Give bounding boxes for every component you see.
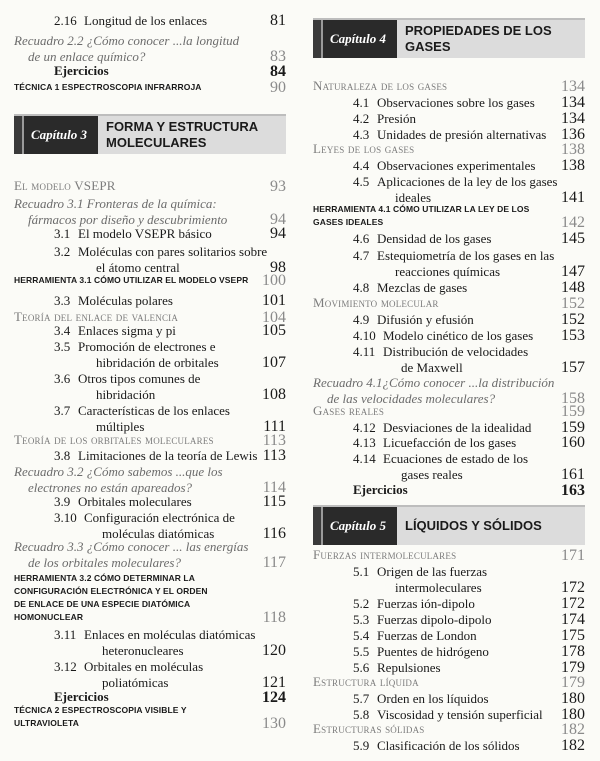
entry-title-cont[interactable]: de Maxwell (401, 360, 463, 375)
page-number[interactable]: 178 (561, 643, 585, 660)
entry-title[interactable]: Limitaciones de la teoría de Lewis (78, 448, 258, 463)
tool-heading-line[interactable]: DE ENLACE DE UNA ESPECIE DIATÓMICA (14, 599, 191, 609)
entry-title-cont[interactable]: reacciones químicas (395, 264, 501, 279)
entry-title-cont[interactable]: el átomo central (96, 260, 180, 275)
entry-title[interactable]: Unidades de presión alternativas (377, 127, 547, 142)
exercises-link[interactable]: Ejercicios (54, 63, 109, 78)
chapter-title-line: LÍQUIDOS Y SÓLIDOS (405, 518, 542, 533)
page-number[interactable]: 142 (561, 214, 585, 231)
recuadro-line[interactable]: de los orbitales moleculares? (28, 555, 181, 570)
entry-title[interactable]: Enlaces en moléculas diatómicas (84, 627, 256, 642)
entry-number: 4.13 (353, 435, 376, 450)
entry-title[interactable]: Fuerzas de London (377, 628, 477, 643)
recuadro-line[interactable]: Recuadro 3.2 ¿Cómo sabemos ...que los (14, 464, 223, 479)
page-number[interactable]: 180 (561, 690, 585, 707)
page-number[interactable]: 182 (561, 721, 585, 738)
page-number[interactable]: 171 (561, 547, 585, 564)
section-heading[interactable]: Movimiento molecular (313, 295, 439, 310)
chapter-title (405, 518, 542, 534)
tool-heading-line[interactable]: HERRAMIENTA 3.2 CÓMO DETERMINAR LA (14, 573, 195, 583)
page-number[interactable]: 145 (561, 230, 585, 247)
page-number[interactable]: 138 (561, 157, 585, 174)
recuadro-line[interactable]: Recuadro 3.3 ¿Cómo conocer ... las energías (14, 539, 249, 554)
page-number[interactable]: 94 (270, 225, 286, 242)
page-number[interactable]: 147 (561, 263, 585, 280)
entry-title-cont[interactable]: moléculas diatómicas (102, 526, 215, 541)
page-number[interactable]: 174 (561, 611, 585, 628)
exercises-link[interactable]: Ejercicios (353, 482, 408, 497)
entry-number: 3.3 (54, 293, 71, 308)
page-number[interactable]: 152 (561, 295, 585, 312)
entry-title[interactable]: Aplicaciones de la ley de los gases (377, 174, 558, 189)
entry-number: 4.5 (353, 174, 370, 189)
entry-number: 3.11 (54, 627, 77, 642)
entry-number: 3.10 (54, 510, 77, 525)
entry-title[interactable]: Origen de las fuerzas (377, 564, 488, 579)
entry-title-cont[interactable]: ideales (395, 190, 432, 205)
tool-heading-line[interactable]: TÉCNICA 1 ESPECTROSCOPIA INFRARROJA (14, 82, 202, 92)
page-number[interactable]: 113 (262, 447, 286, 464)
entry-number: 5.9 (353, 738, 370, 753)
entry-title-cont[interactable]: heteronucleares (102, 643, 184, 658)
recuadro-line[interactable]: de un enlace químico? (28, 49, 146, 64)
page-number[interactable]: 134 (561, 78, 585, 95)
section-heading[interactable]: Teoría de los orbitales moleculares (14, 432, 214, 447)
chapter-title-line: GASES (405, 39, 451, 54)
entry-number: 3.5 (54, 339, 71, 354)
recuadro-line[interactable]: Recuadro 3.1 Fronteras de la química: (14, 196, 217, 211)
page-number[interactable]: 101 (262, 292, 286, 309)
entry-number: 3.8 (54, 448, 71, 463)
entry-title[interactable]: Enlaces sigma y pi (78, 323, 176, 338)
entry-title[interactable]: Promoción de electrones e (78, 339, 216, 354)
page-number[interactable]: 163 (561, 482, 585, 499)
entry-title[interactable]: Viscosidad y tensión superficial (377, 707, 543, 722)
entry-title[interactable]: Orden en los líquidos (377, 691, 489, 706)
entry-title[interactable]: Clasificación de los sólidos (377, 738, 520, 753)
entry-number: 4.1 (353, 95, 370, 110)
entry-number: 5.1 (353, 564, 370, 579)
entry-title[interactable]: Fuerzas ión-dipolo (377, 596, 475, 611)
page-number[interactable]: 114 (262, 479, 286, 496)
page-number[interactable]: 180 (561, 706, 585, 723)
entry-title-cont[interactable]: múltiples (96, 419, 145, 434)
entry-number: 4.3 (353, 127, 370, 142)
page-number[interactable]: 160 (561, 434, 585, 451)
entry-number: 4.9 (353, 312, 370, 327)
entry-number: 3.9 (54, 494, 71, 509)
tool-heading-line[interactable]: HERRAMIENTA 3.1 CÓMO UTILIZAR EL MODELO VSEPR (14, 275, 249, 285)
chapter-title-line: PROPIEDADES DE LOS (405, 23, 552, 38)
section-heading[interactable]: Estructura líquida (313, 674, 419, 689)
entry-title[interactable]: Configuración electrónica de (84, 510, 235, 525)
entry-number: 4.11 (353, 344, 376, 359)
page-number[interactable]: 172 (561, 595, 585, 612)
entry-title-cont[interactable]: hibridación de orbitales (96, 355, 219, 370)
chapter-3-header[interactable] (14, 114, 286, 154)
entry-number: 4.14 (353, 451, 376, 466)
entry-number: 4.8 (353, 280, 370, 295)
page-number[interactable]: 111 (263, 418, 286, 435)
entry-title[interactable]: Distribución de velocidades (383, 344, 529, 359)
recuadro-line[interactable]: electrones no están apareados? (28, 480, 193, 495)
chapter-tab: Capítulo 4 (313, 20, 397, 58)
page-number[interactable]: 148 (561, 279, 585, 296)
page-number[interactable]: 175 (561, 627, 585, 644)
entry-title[interactable]: Licuefacción de los gases (383, 435, 517, 450)
entry-number: 5.7 (353, 691, 370, 706)
entry-title[interactable]: Densidad de los gases (377, 231, 492, 246)
page-number[interactable]: 179 (561, 674, 585, 691)
entry-title[interactable]: Repulsiones (377, 660, 441, 675)
entry-number: 5.5 (353, 644, 370, 659)
section-heading[interactable]: Teoría del enlace de valencia (14, 309, 179, 324)
page-number[interactable]: 84 (270, 63, 286, 80)
page-number[interactable]: 152 (561, 311, 585, 328)
entry-title[interactable]: Estequiometría de los gases en las (377, 248, 555, 263)
entry-title-cont[interactable]: poliatómicas (102, 675, 169, 690)
entry-number: 4.2 (353, 111, 370, 126)
entry-title[interactable]: Moléculas con pares solitarios sobre (78, 244, 268, 259)
entry-number: 4.4 (353, 158, 370, 173)
page-number[interactable]: 130 (262, 715, 286, 732)
page-number[interactable]: 138 (561, 141, 585, 158)
entry-title[interactable]: El modelo VSEPR básico (78, 226, 212, 241)
entry-number: 3.2 (54, 244, 71, 259)
recuadro-line[interactable]: de las velocidades moleculares? (327, 391, 496, 406)
page-number[interactable]: 182 (561, 737, 585, 754)
page-number[interactable]: 141 (561, 189, 585, 206)
entry-number: 3.1 (54, 226, 71, 241)
entry-number: 5.3 (353, 612, 370, 627)
entry-title[interactable]: Puentes de hidrógeno (377, 644, 489, 659)
chapter-title-line: MOLECULARES (106, 135, 207, 150)
entry-title[interactable]: Otros tipos comunes de (78, 371, 201, 386)
chapter-title (106, 119, 258, 151)
section-heading[interactable]: Fuerzas intermoleculares (313, 547, 457, 562)
entry-title-cont[interactable]: intermoleculares (395, 580, 482, 595)
entry-number: 5.2 (353, 596, 370, 611)
entry-number: 4.10 (353, 328, 376, 343)
page-number[interactable]: 113 (262, 432, 286, 449)
entry-title[interactable]: Modelo cinético de los gases (383, 328, 534, 343)
section-heading[interactable]: Naturaleza de los gases (313, 78, 448, 93)
page-number[interactable]: 124 (262, 689, 286, 706)
entry-title[interactable]: Difusión y efusión (377, 312, 474, 327)
page-number[interactable]: 115 (262, 493, 286, 510)
entry-number: 5.8 (353, 707, 370, 722)
page-number[interactable]: 134 (561, 110, 585, 127)
section-heading[interactable]: El modelo VSEPR (14, 178, 116, 193)
entry-title[interactable]: Longitud de los enlaces (84, 13, 208, 28)
tool-heading-line[interactable]: GASES IDEALES (313, 217, 384, 227)
page-number[interactable]: 94 (270, 211, 286, 228)
entry-title[interactable]: Mezclas de gases (377, 280, 468, 295)
entry-number: 3.12 (54, 659, 77, 674)
chapter-title-line: FORMA Y ESTRUCTURA (106, 119, 259, 134)
exercises-link[interactable]: Ejercicios (54, 689, 109, 704)
chapter-tab: Capítulo 5 (313, 507, 397, 545)
entry-number: 5.4 (353, 628, 370, 643)
entry-title[interactable]: Características de los enlaces (78, 403, 230, 418)
page-number[interactable]: 105 (262, 322, 286, 339)
section-heading[interactable]: Leyes de los gases (313, 141, 415, 156)
page-number[interactable]: 81 (270, 12, 286, 29)
page-number[interactable]: 159 (561, 419, 585, 436)
entry-title[interactable]: Fuerzas dipolo-dipolo (377, 612, 492, 627)
page-number[interactable]: 158 (561, 390, 585, 407)
page-number[interactable]: 107 (262, 354, 286, 371)
entry-title[interactable]: Orbitales en moléculas (84, 659, 204, 674)
page-number[interactable]: 121 (262, 674, 286, 691)
page-number[interactable]: 159 (561, 403, 585, 420)
page-number[interactable]: 117 (262, 554, 286, 571)
entry-title[interactable]: Desviaciones de la idealidad (383, 420, 532, 435)
section-heading[interactable]: Estructuras sólidas (313, 721, 425, 736)
recuadro-line[interactable]: Recuadro 4.1¿Cómo conocer ...la distribución (313, 375, 555, 390)
tool-heading-line[interactable]: ULTRAVIOLETA (14, 718, 79, 728)
entry-title-cont[interactable]: hibridación (96, 387, 156, 402)
entry-number: 4.7 (353, 248, 370, 263)
entry-title[interactable]: Ecuaciones de estado de los (383, 451, 529, 466)
entry-title[interactable]: Observaciones sobre los gases (377, 95, 535, 110)
chapter-title (405, 23, 552, 55)
page-number[interactable]: 98 (270, 259, 286, 276)
chapter-4-header[interactable] (313, 18, 585, 58)
chapter-tab: Capítulo 3 (14, 116, 98, 154)
chapter-5-header[interactable] (313, 505, 585, 545)
entry-number: 4.12 (353, 420, 376, 435)
entry-title[interactable]: Moléculas polares (78, 293, 173, 308)
page-number[interactable]: 136 (561, 126, 585, 143)
page-number[interactable]: 118 (262, 609, 286, 626)
recuadro-line[interactable]: fármacos por diseño y descubrimiento (28, 212, 228, 227)
entry-title[interactable]: Presión (377, 111, 416, 126)
entry-number: 5.6 (353, 660, 370, 675)
entry-number: 3.7 (54, 403, 71, 418)
page-number[interactable]: 179 (561, 659, 585, 676)
tool-heading-line[interactable]: HOMONUCLEAR (14, 612, 84, 622)
entry-number: 3.4 (54, 323, 71, 338)
recuadro-line[interactable]: Recuadro 2.2 ¿Cómo conocer ...la longitud (14, 33, 240, 48)
tool-heading-line[interactable]: TÉCNICA 2 ESPECTROSCOPIA VISIBLE Y (14, 705, 187, 715)
page-number[interactable]: 161 (561, 466, 585, 483)
page-number[interactable]: 83 (270, 48, 286, 65)
entry-title-cont[interactable]: gases reales (401, 467, 463, 482)
tool-heading-line[interactable]: CONFIGURACIÓN ELECTRÓNICA Y EL ORDEN (14, 586, 208, 596)
section-heading[interactable]: Gases reales (313, 403, 385, 418)
entry-number: 4.6 (353, 231, 370, 246)
page-number[interactable]: 134 (561, 94, 585, 111)
page-number[interactable]: 104 (262, 309, 286, 326)
page-number[interactable]: 116 (262, 525, 286, 542)
page-number[interactable]: 153 (561, 327, 585, 344)
page-number[interactable]: 100 (262, 272, 286, 289)
entry-number: 3.6 (54, 371, 71, 386)
page-number[interactable]: 93 (270, 178, 286, 195)
page-number[interactable]: 172 (561, 579, 585, 596)
page-number[interactable]: 108 (262, 386, 286, 403)
page-number[interactable]: 157 (561, 359, 585, 376)
tool-heading-line[interactable]: HERRAMIENTA 4.1 CÓMO UTILIZAR LA LEY DE LOS (313, 204, 530, 214)
entry-title[interactable]: Orbitales moleculares (78, 494, 192, 509)
page-number[interactable]: 120 (262, 642, 286, 659)
entry-number: 2.16 (54, 13, 77, 28)
entry-title[interactable]: Observaciones experimentales (377, 158, 536, 173)
page-number[interactable]: 90 (270, 79, 286, 96)
